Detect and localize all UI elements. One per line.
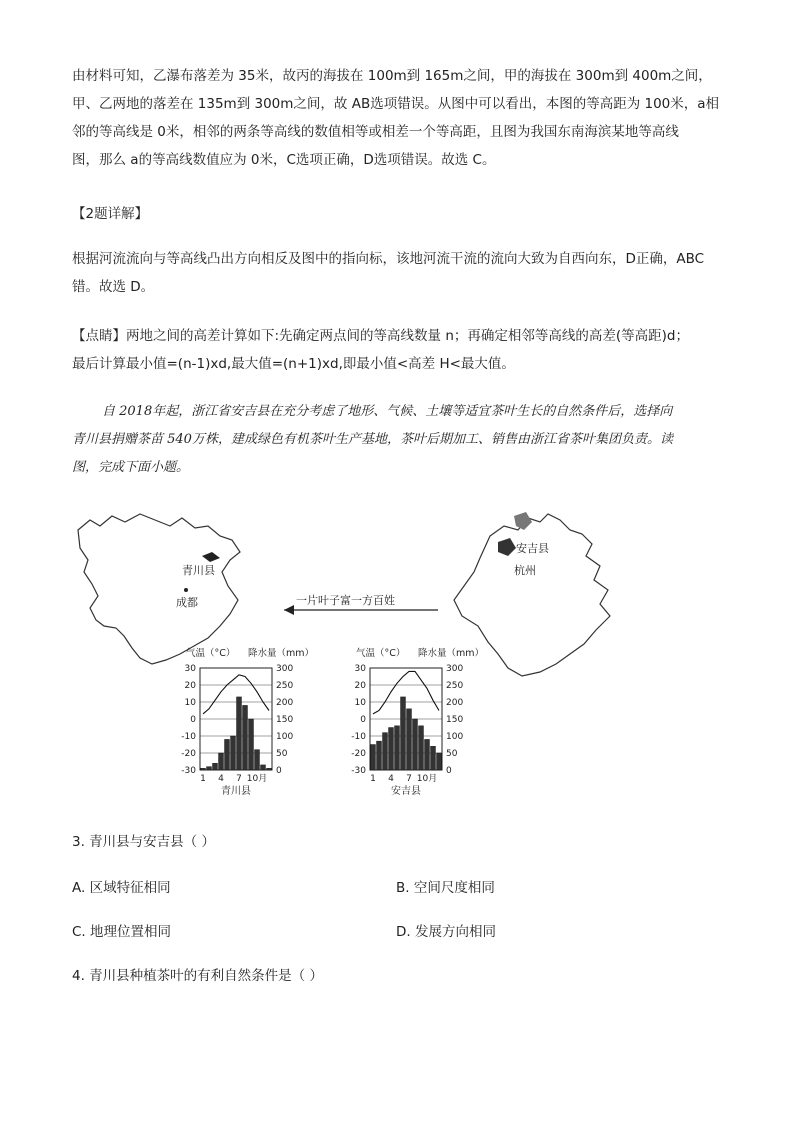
q2-line: 错。故选 D。 [72, 279, 155, 295]
precip-bar [413, 719, 418, 770]
q3-stem: 3. 青川县与安吉县（ ） [72, 834, 215, 850]
material-block [72, 398, 722, 482]
temp-tick-label: -30 [181, 766, 196, 776]
q3-option-d[interactable]: D. 发展方向相同 [396, 924, 496, 940]
answer-line: 甲、乙两地的落差在 135m到 300m之间，故 AB选项错误。从图中可以看出，本图的等高距为 100米，a相 [72, 96, 720, 112]
answer-line: 由材料可知，乙瀑布落差为 35米，故丙的海拔在 100m到 165m之间，甲的海拔在 300m到 400m之间， [72, 68, 712, 84]
material-line: 青川县捐赠茶苗 540万株，建成绿色有机茶叶生产基地，茶叶后期加工、销售由浙江省茶叶集团负责。读 [72, 432, 673, 447]
tip-line: 最后计算最小值=(n-1)xd,最大值=(n+1)xd,即最小值<高差 H<最大值。 [72, 356, 515, 372]
q2-explanation [72, 245, 722, 301]
precip-tick-label: 0 [276, 766, 282, 776]
precip-bar [249, 719, 254, 770]
precip-bar [213, 763, 218, 770]
temp-tick-label: -10 [351, 732, 366, 742]
material-line: 自 2018年起，浙江省安吉县在充分考虑了地形、气候、土壤等适宜茶叶生长的自然条件后，选择向 [102, 404, 673, 419]
precip-bar [237, 697, 242, 770]
month-tick-label: 1 [370, 774, 376, 784]
precip-tick-label: 100 [446, 732, 464, 742]
hangzhou-label: 杭州 [514, 564, 536, 577]
precip-bar [383, 733, 388, 770]
q2-line: 根据河流流向与等高线凸出方向相反及图中的指向标，该地河流干流的流向大致为自西向东，D正确，ABC [72, 251, 705, 267]
precip-bar [371, 745, 376, 771]
temp-axis-label: 气温（°C） [356, 648, 406, 659]
precip-tick-label: 100 [276, 732, 294, 742]
qingchuan-climate-chart [181, 647, 314, 797]
precip-bar [255, 750, 260, 770]
month-tick-label: 4 [388, 774, 394, 784]
temp-line [203, 675, 269, 714]
precip-bar [395, 726, 400, 770]
temp-tick-label: 20 [354, 681, 366, 691]
precip-tick-label: 150 [276, 715, 294, 725]
precip-bar [261, 765, 266, 770]
temp-tick-label: 20 [184, 681, 196, 691]
precip-axis-label: 降水量（mm） [248, 648, 315, 659]
q3-option-c[interactable]: C. 地理位置相同 [72, 924, 172, 940]
temp-tick-label: 10 [354, 698, 366, 708]
temp-tick-label: -10 [181, 732, 196, 742]
precip-bar [231, 736, 236, 770]
tip-line: 【点睛】两地之间的高差计算如下:先确定两点间的等高线数量 n；再确定相邻等高线的高差(等高距)d； [72, 328, 689, 344]
precip-tick-label: 50 [276, 749, 288, 759]
temp-tick-label: 0 [190, 715, 196, 725]
precip-bar [225, 739, 230, 770]
q2-heading [72, 200, 722, 228]
taihu-shape [514, 512, 532, 530]
precip-bar [419, 726, 424, 770]
precip-bar [201, 768, 206, 770]
temp-line [373, 671, 439, 714]
q4-stem: 4. 青川县种植茶叶的有利自然条件是（ ） [72, 968, 323, 984]
month-tick-label: 1 [200, 774, 206, 784]
temp-tick-label: 10 [184, 698, 196, 708]
temp-tick-label: 0 [360, 715, 366, 725]
precip-bar [437, 753, 442, 770]
q3-option-b[interactable]: B. 空间尺度相同 [396, 880, 495, 896]
anji-marker [498, 538, 516, 556]
month-tick-label: 7 [236, 774, 242, 784]
arrow-head [284, 605, 294, 615]
precip-tick-label: 250 [276, 681, 294, 691]
month-tick-label: 10月 [246, 774, 268, 784]
q2-heading-text: 【2题详解】 [72, 206, 149, 222]
temp-tick-label: -20 [351, 749, 366, 759]
arrow-caption: 一片叶子富一方百姓 [296, 594, 395, 607]
answer-line: 图，那么 a的等高线数值应为 0米，C选项正确，D选项错误。故选 C。 [72, 152, 496, 168]
precip-bar [243, 705, 248, 770]
answer-line: 邻的等高线是 0米，相邻的两条等高线的数值相等或相差一个等高距，且图为我国东南海滨某地等高线 [72, 124, 679, 140]
temp-axis-label: 气温（°C） [186, 648, 236, 659]
precip-bar [219, 753, 224, 770]
month-tick-label: 10月 [416, 774, 438, 784]
precip-tick-label: 150 [446, 715, 464, 725]
precip-tick-label: 300 [446, 664, 464, 674]
precip-bar [389, 728, 394, 771]
month-tick-label: 4 [218, 774, 224, 784]
chengdu-label: 成都 [176, 596, 198, 609]
chengdu-dot [184, 588, 188, 592]
temp-tick-label: 30 [184, 664, 196, 674]
precip-bar [407, 709, 412, 770]
precip-tick-label: 200 [276, 698, 294, 708]
temp-tick-label: 30 [354, 664, 366, 674]
precip-bar [425, 739, 430, 770]
figure [70, 508, 630, 813]
precip-tick-label: 250 [446, 681, 464, 691]
precip-bar [267, 768, 272, 770]
precip-tick-label: 300 [276, 664, 294, 674]
month-tick-label: 7 [406, 774, 412, 784]
precip-bar [401, 697, 406, 770]
chart-title: 安吉县 [391, 786, 421, 797]
tip-block [72, 322, 722, 378]
precip-tick-label: 200 [446, 698, 464, 708]
temp-tick-label: -30 [351, 766, 366, 776]
q3-option-a[interactable]: A. 区域特征相同 [72, 880, 171, 896]
anji-label: 安吉县 [516, 542, 549, 555]
temp-tick-label: -20 [181, 749, 196, 759]
qingchuan-label: 青川县 [182, 564, 215, 577]
precip-axis-label: 降水量（mm） [418, 648, 485, 659]
precip-bar [207, 767, 212, 770]
anji-climate-chart [351, 647, 484, 797]
precip-bar [431, 746, 436, 770]
precip-tick-label: 0 [446, 766, 452, 776]
sichuan-map-outline [78, 514, 240, 664]
answer-explanation [72, 62, 722, 174]
precip-tick-label: 50 [446, 749, 458, 759]
qingchuan-marker [202, 552, 220, 562]
chart-title: 青川县 [221, 786, 251, 797]
precip-bar [377, 741, 382, 770]
material-line: 图，完成下面小题。 [72, 460, 190, 475]
